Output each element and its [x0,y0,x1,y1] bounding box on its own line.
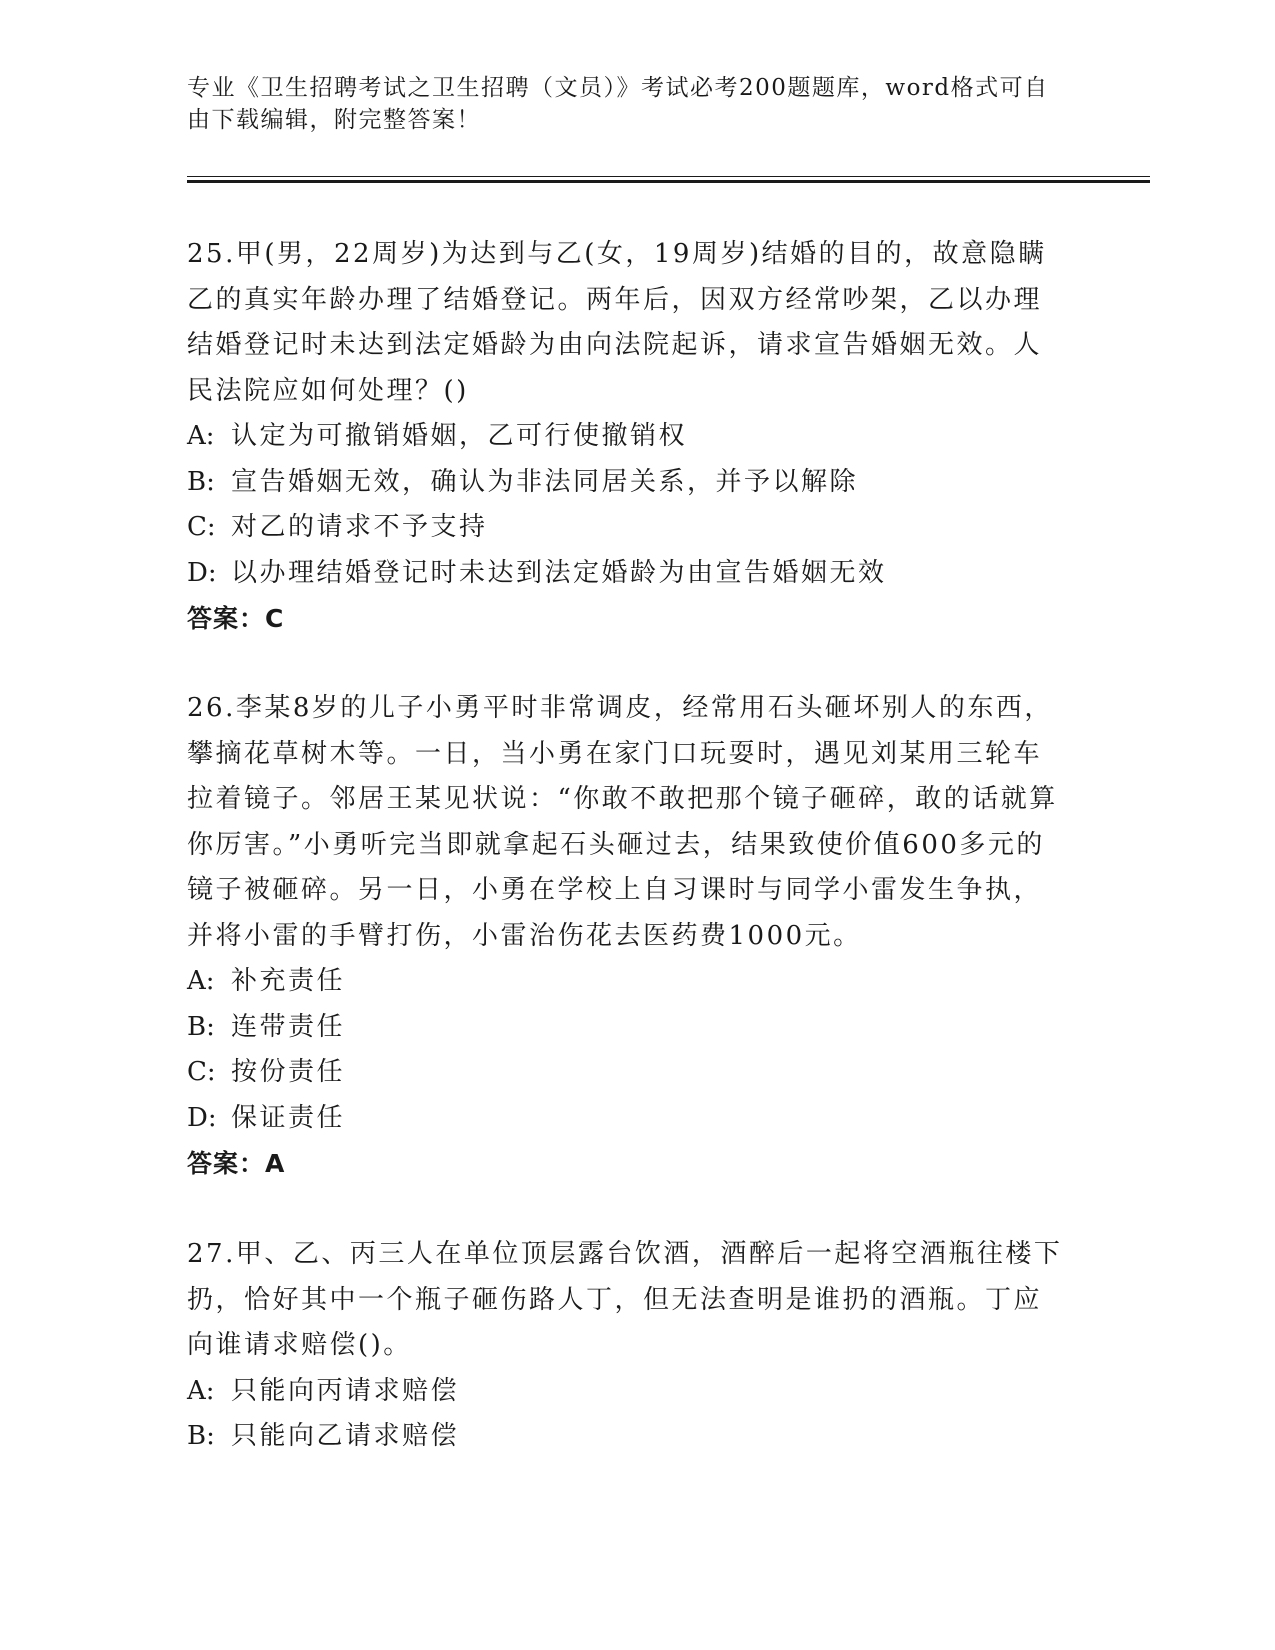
option-text: 连带责任 [231,1011,346,1042]
header-divider-thick [187,180,1150,183]
option-text: 宣告婚姻无效，确认为非法同居关系，并予以解除 [231,466,859,497]
option-b [187,1414,1067,1460]
answer-line: 答案：C [187,604,285,633]
option-c [187,1050,1067,1096]
option-text: 按份责任 [231,1057,346,1087]
option-text: 认定为可撤销婚姻，乙可行使撤销权 [231,421,688,451]
option-text: 只能向丙请求赔偿 [231,1375,460,1406]
option-b [187,460,1067,506]
option-a [187,414,1067,460]
option-letter: D: [187,1102,217,1133]
option-letter: A: [187,966,215,996]
option-letter: B: [187,1011,215,1042]
question-25 [187,232,1067,642]
option-text: 补充责任 [231,966,346,996]
option-d [187,551,1067,597]
option-text: 保证责任 [231,1102,346,1133]
option-text: 以办理结婚登记时未达到法定婚龄为由宣告婚姻无效 [231,557,887,588]
option-letter: A: [187,1375,215,1406]
option-letter: A: [187,421,215,451]
question-26 [187,686,1067,1187]
question-27 [187,1232,1067,1460]
document-header [187,72,1067,136]
option-text: 只能向乙请求赔偿 [231,1421,460,1451]
header-divider-thin [187,176,1150,177]
option-letter: B: [187,466,215,497]
question-stem: 26.李某8岁的儿子小勇平时非常调皮，经常用石头砸坏别人的东西，攀摘花草树木等。一日，当小勇在家门口玩耍时，遇见刘某用三轮车拉着镜子。邻居王某见状说：“你敢不敢把那个镜子砸碎，敢的话就算你厉害。”小勇听完当即就拿起石头砸过去，结果致使价值600多元的镜子被砸碎。另一日，小勇在学校上自习课时与同学小雷发生争执，并将小雷的手臂打伤，小雷治伤花去医药费1000元。 [187,693,1058,951]
option-letter: D: [187,557,217,588]
option-c [187,505,1067,551]
option-text: 对乙的请求不予支持 [231,512,488,542]
question-stem: 25.甲(男，22周岁)为达到与乙(女，19周岁)结婚的目的，故意隐瞒乙的真实年龄办理了结婚登记。两年后，因双方经常吵架，乙以办理结婚登记时未达到法定婚龄为由向法院起诉，请求宣告婚姻无效。人民法院应如何处理？() [187,239,1047,406]
option-d [187,1096,1067,1142]
answer-line: 答案：A [187,1149,286,1178]
header-line-1: 专业《卫生招聘考试之卫生招聘（文员）》考试必考200题题库，word格式可自 [187,75,1049,101]
option-a [187,959,1067,1005]
option-letter: C: [187,512,216,542]
option-b [187,1005,1067,1051]
header-line-2: 由下载编辑，附完整答案！ [187,107,481,133]
option-letter: B: [187,1421,215,1451]
option-letter: C: [187,1057,216,1087]
option-a [187,1369,1067,1415]
question-stem: 27.甲、乙、丙三人在单位顶层露台饮酒，酒醉后一起将空酒瓶往楼下扔，恰好其中一个瓶子砸伤路人丁，但无法查明是谁扔的酒瓶。丁应向谁请求赔偿()。 [187,1239,1063,1360]
